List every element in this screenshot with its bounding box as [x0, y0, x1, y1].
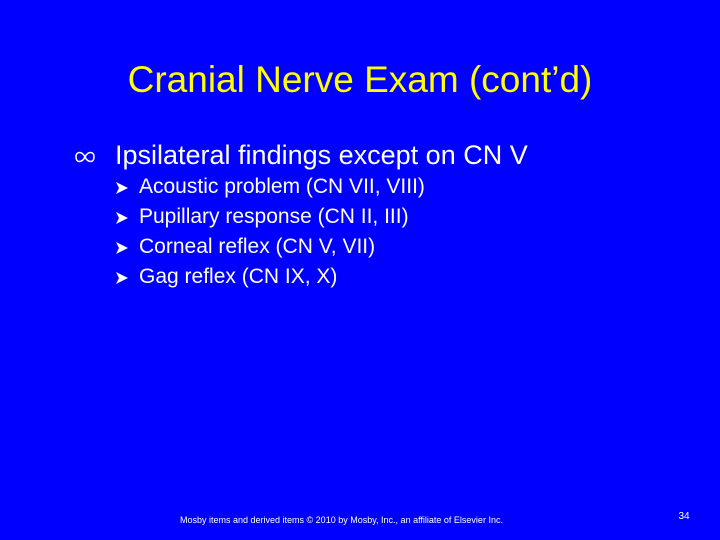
arrow-bullet-icon	[115, 241, 129, 255]
sub-bullet-item	[115, 173, 675, 203]
slide-title: Cranial Nerve Exam (cont’d)	[127, 59, 593, 100]
sub-bullet-text: Acoustic problem (CN VII, VIII)	[139, 175, 425, 198]
sub-bullet-text: Corneal reflex (CN V, VII)	[139, 235, 376, 258]
copyright-footer: Mosby items and derived items © 2010 by Mosby, Inc., an affiliate of Elsevier Inc.	[180, 515, 503, 525]
page-number: 34	[678, 511, 690, 522]
arrow-bullet-icon	[115, 211, 129, 225]
main-bullet	[75, 137, 675, 177]
infinity-bullet-icon	[75, 150, 95, 164]
sub-bullet-text: Pupillary response (CN II, III)	[139, 205, 409, 228]
sub-bullet-item	[115, 203, 675, 233]
sub-bullet-item	[115, 233, 675, 263]
arrow-bullet-icon	[115, 271, 129, 285]
main-bullet-text: Ipsilateral findings except on CN V	[115, 140, 528, 170]
sub-bullet-list	[115, 173, 675, 293]
arrow-bullet-icon	[115, 181, 129, 195]
sub-bullet-item	[115, 263, 675, 293]
sub-bullet-text: Gag reflex (CN IX, X)	[139, 265, 338, 288]
